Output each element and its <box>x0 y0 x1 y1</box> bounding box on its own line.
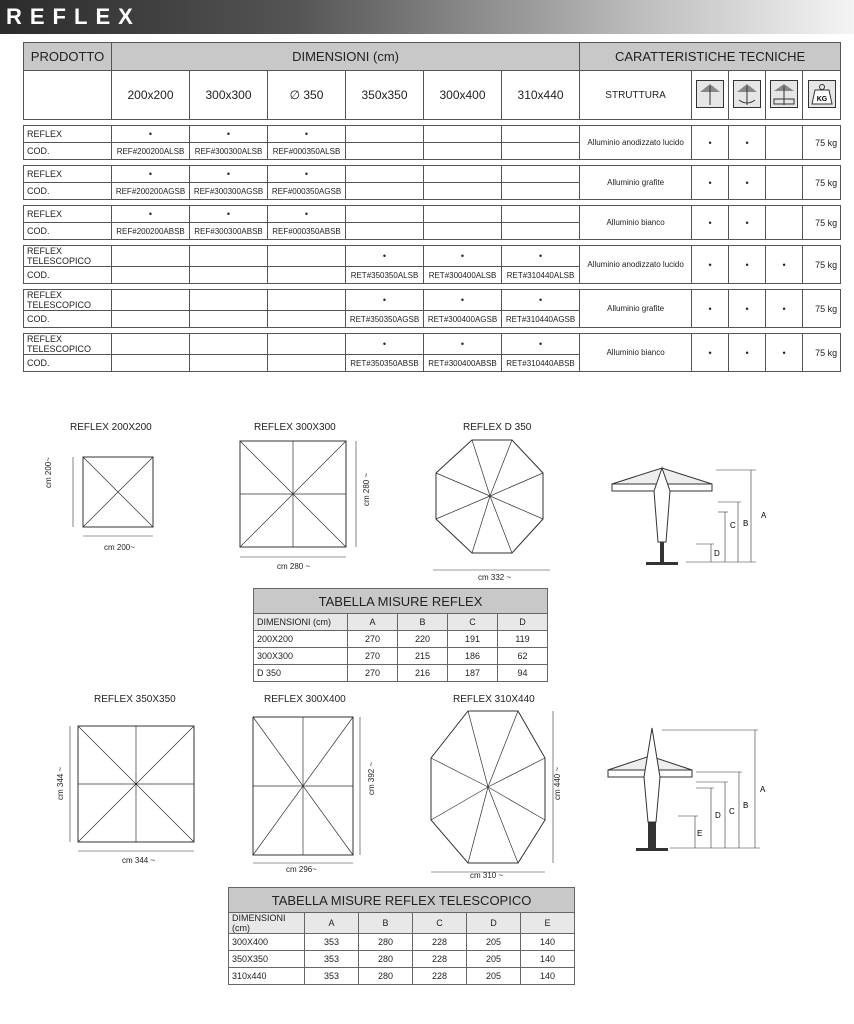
measures-cell: 353 <box>305 968 359 985</box>
availability-cell <box>502 166 580 183</box>
product-code <box>346 183 424 200</box>
measures-cell: 228 <box>413 968 467 985</box>
side-view-telescopic-diagram <box>600 726 775 856</box>
availability-cell: • <box>190 166 268 183</box>
availability-cell <box>424 206 502 223</box>
width-label: cm 200~ <box>104 543 135 552</box>
availability-cell <box>112 290 190 311</box>
product-name: REFLEX TELESCOPICO <box>24 246 112 267</box>
plan-350x350-diagram <box>62 720 202 860</box>
measures-cell: 228 <box>413 951 467 968</box>
feature-cell: • <box>766 290 803 328</box>
product-code <box>502 143 580 160</box>
product-code <box>424 223 502 240</box>
diagram-title: REFLEX D 350 <box>463 422 532 433</box>
measures-cell: 310x440 <box>229 968 305 985</box>
product-code: RET#350350ALSB <box>346 267 424 284</box>
availability-cell <box>268 334 346 355</box>
availability-cell: • <box>190 206 268 223</box>
struttura-header: STRUTTURA <box>580 71 692 120</box>
feature-cell: • <box>729 206 766 240</box>
product-code <box>268 355 346 372</box>
availability-cell: • <box>424 290 502 311</box>
letter-c: C <box>730 521 736 530</box>
kg-label: KG <box>816 95 827 103</box>
availability-cell: • <box>502 246 580 267</box>
size-header: 200x200 <box>112 71 190 120</box>
blank-cell <box>24 71 112 120</box>
measures-cell: 205 <box>467 951 521 968</box>
product-code: RET#300400ALSB <box>424 267 502 284</box>
product-code: RET#300400ABSB <box>424 355 502 372</box>
weight-icon <box>808 80 836 108</box>
feature-cell: • <box>692 126 729 160</box>
measures-row <box>254 631 548 648</box>
product-code: RET#310440AGSB <box>502 311 580 328</box>
measures-cell: 270 <box>348 631 398 648</box>
availability-cell <box>346 206 424 223</box>
product-name: REFLEX TELESCOPICO <box>24 334 112 355</box>
cod-label: COD. <box>24 223 112 240</box>
height-label: cm 280 ~ <box>362 472 371 506</box>
measures-row <box>229 951 575 968</box>
measures-head-cell: B <box>359 913 413 934</box>
product-code <box>190 355 268 372</box>
product-code: RET#310440ALSB <box>502 267 580 284</box>
product-code: REF#300300ALSB <box>190 143 268 160</box>
availability-cell: • <box>424 246 502 267</box>
measures-cell: 353 <box>305 951 359 968</box>
product-code <box>268 311 346 328</box>
measures-cell: 270 <box>348 665 398 682</box>
product-row <box>24 126 841 143</box>
measures-cell: 94 <box>498 665 548 682</box>
measures-cell: 140 <box>521 934 575 951</box>
rotate-icon-cell <box>729 71 766 120</box>
product-name: REFLEX TELESCOPICO <box>24 290 112 311</box>
material-cell: Alluminio anodizzato lucido <box>580 126 692 160</box>
product-code <box>190 267 268 284</box>
product-code <box>346 143 424 160</box>
measures-cell: 200X200 <box>254 631 348 648</box>
height-label: cm 344 ~ <box>56 766 65 800</box>
product-code: REF#300300ABSB <box>190 223 268 240</box>
measures-cell: 300X300 <box>254 648 348 665</box>
measures-head-cell: E <box>521 913 575 934</box>
letter-b: B <box>743 519 749 528</box>
measures-table-telescopico <box>228 887 575 985</box>
feature-cell: • <box>692 206 729 240</box>
product-code <box>112 355 190 372</box>
measures-title: TABELLA MISURE REFLEX <box>254 589 548 614</box>
product-row <box>24 206 841 223</box>
cod-label: COD. <box>24 183 112 200</box>
product-code: RET#350350AGSB <box>346 311 424 328</box>
measures-cell: 353 <box>305 934 359 951</box>
availability-cell: • <box>112 126 190 143</box>
product-code: REF#300300AGSB <box>190 183 268 200</box>
feature-cell: • <box>692 246 729 284</box>
spec-table <box>23 42 841 372</box>
height-label: cm 200~ <box>44 457 53 488</box>
height-icon-cell <box>766 71 803 120</box>
availability-cell <box>268 290 346 311</box>
measures-cell: 187 <box>448 665 498 682</box>
product-code <box>502 183 580 200</box>
measures-cell: 350X350 <box>229 951 305 968</box>
availability-cell <box>346 126 424 143</box>
letter-e: E <box>697 829 703 838</box>
measures-cell: 140 <box>521 951 575 968</box>
feature-cell: • <box>692 290 729 328</box>
product-code: RET#300400AGSB <box>424 311 502 328</box>
height-label: cm 392 ~ <box>367 761 376 795</box>
product-row <box>24 290 841 311</box>
availability-cell <box>502 206 580 223</box>
availability-cell: • <box>268 166 346 183</box>
tilt-umbrella-icon <box>696 80 724 108</box>
product-code: REF#200200ABSB <box>112 223 190 240</box>
availability-cell: • <box>424 334 502 355</box>
header-caratteristiche: CARATTERISTICHE TECNICHE <box>580 43 841 71</box>
availability-cell <box>424 166 502 183</box>
width-label: cm 280 ~ <box>277 562 311 571</box>
size-header: 310x440 <box>502 71 580 120</box>
diagram-title: REFLEX 310X440 <box>453 694 535 705</box>
header-prodotto: PRODOTTO <box>24 43 112 71</box>
product-code: REF#200200AGSB <box>112 183 190 200</box>
feature-cell: • <box>692 166 729 200</box>
measures-row <box>254 648 548 665</box>
material-cell: Alluminio grafite <box>580 166 692 200</box>
feature-cell: • <box>766 334 803 372</box>
material-cell: Alluminio anodizzato lucido <box>580 246 692 284</box>
measures-cell: 280 <box>359 968 413 985</box>
product-row <box>24 334 841 355</box>
availability-cell: • <box>112 206 190 223</box>
measures-cell: 140 <box>521 968 575 985</box>
cod-label: COD. <box>24 267 112 284</box>
availability-cell <box>112 334 190 355</box>
measures-head-cell: DIMENSIONI (cm) <box>254 614 348 631</box>
header-dimensioni: DIMENSIONI (cm) <box>112 43 580 71</box>
availability-cell <box>112 246 190 267</box>
feature-cell: • <box>729 126 766 160</box>
measures-cell: 62 <box>498 648 548 665</box>
measures-cell: 220 <box>398 631 448 648</box>
availability-cell: • <box>502 290 580 311</box>
measures-head-row <box>254 614 548 631</box>
letter-c: C <box>729 807 735 816</box>
diagram-title: REFLEX 300X400 <box>264 694 346 705</box>
availability-cell: • <box>190 126 268 143</box>
product-code: RET#350350ABSB <box>346 355 424 372</box>
diagram-title: REFLEX 300X300 <box>254 422 336 433</box>
letter-a: A <box>760 785 766 794</box>
plan-300x300-diagram <box>232 436 362 566</box>
measures-head-cell: B <box>398 614 448 631</box>
measures-cell: 215 <box>398 648 448 665</box>
weight-icon-cell <box>803 71 841 120</box>
measures-row <box>229 968 575 985</box>
plan-d350-diagram <box>428 435 558 575</box>
side-view-diagram <box>606 462 776 572</box>
weight-cell: 75 kg <box>803 206 841 240</box>
availability-cell: • <box>268 126 346 143</box>
width-label: cm 332 ~ <box>478 573 512 582</box>
measures-head-cell: DIMENSIONI (cm) <box>229 913 305 934</box>
measures-cell: 280 <box>359 951 413 968</box>
weight-cell: 75 kg <box>803 290 841 328</box>
size-header: 300x400 <box>424 71 502 120</box>
weight-cell: 75 kg <box>803 166 841 200</box>
page-title: REFLEX <box>6 4 141 29</box>
feature-cell: • <box>729 166 766 200</box>
product-code <box>424 143 502 160</box>
product-code <box>346 223 424 240</box>
availability-cell <box>190 246 268 267</box>
height-label: cm 440 ~ <box>553 766 562 800</box>
availability-cell <box>190 334 268 355</box>
diagram-title: REFLEX 200X200 <box>70 422 152 433</box>
measures-cell: 300X400 <box>229 934 305 951</box>
measures-head-cell: C <box>448 614 498 631</box>
measures-cell: 191 <box>448 631 498 648</box>
measures-cell: 205 <box>467 934 521 951</box>
telescopic-height-icon <box>770 80 798 108</box>
feature-cell <box>766 166 803 200</box>
availability-cell <box>424 126 502 143</box>
material-cell: Alluminio grafite <box>580 290 692 328</box>
product-code: REF#000350ABSB <box>268 223 346 240</box>
product-code: REF#000350ALSB <box>268 143 346 160</box>
weight-cell: 75 kg <box>803 334 841 372</box>
measures-cell: 205 <box>467 968 521 985</box>
letter-a: A <box>761 511 767 520</box>
availability-cell: • <box>112 166 190 183</box>
material-cell: Alluminio bianco <box>580 334 692 372</box>
availability-cell <box>268 246 346 267</box>
measures-cell: 216 <box>398 665 448 682</box>
product-row <box>24 166 841 183</box>
product-code <box>112 311 190 328</box>
availability-cell <box>346 166 424 183</box>
cod-label: COD. <box>24 355 112 372</box>
letter-b: B <box>743 801 749 810</box>
plan-300x400-diagram <box>245 710 365 870</box>
product-code: REF#000350AGSB <box>268 183 346 200</box>
measures-head-cell: A <box>305 913 359 934</box>
product-code <box>502 223 580 240</box>
availability-cell: • <box>346 290 424 311</box>
product-code <box>268 267 346 284</box>
measures-title: TABELLA MISURE REFLEX TELESCOPICO <box>229 888 575 913</box>
product-name: REFLEX <box>24 206 112 223</box>
rotate-umbrella-icon <box>733 80 761 108</box>
product-code <box>424 183 502 200</box>
measures-cell: 119 <box>498 631 548 648</box>
letter-d: D <box>714 549 720 558</box>
title-banner <box>0 0 854 34</box>
availability-cell <box>190 290 268 311</box>
width-label: cm 296~ <box>286 865 317 874</box>
width-label: cm 310 ~ <box>470 871 504 880</box>
weight-cell: 75 kg <box>803 246 841 284</box>
availability-cell: • <box>268 206 346 223</box>
availability-cell <box>502 126 580 143</box>
measures-cell: 186 <box>448 648 498 665</box>
product-row <box>24 246 841 267</box>
product-code: RET#310440ABSB <box>502 355 580 372</box>
cod-label: COD. <box>24 311 112 328</box>
measures-row <box>229 934 575 951</box>
measures-head-cell: A <box>348 614 398 631</box>
availability-cell: • <box>346 334 424 355</box>
measures-row <box>254 665 548 682</box>
diagram-title: REFLEX 350X350 <box>94 694 176 705</box>
product-code <box>190 311 268 328</box>
product-name: REFLEX <box>24 166 112 183</box>
feature-cell <box>766 206 803 240</box>
feature-cell <box>766 126 803 160</box>
size-header: 300x300 <box>190 71 268 120</box>
measures-table-reflex <box>253 588 548 682</box>
feature-cell: • <box>729 290 766 328</box>
measures-cell: 228 <box>413 934 467 951</box>
material-cell: Alluminio bianco <box>580 206 692 240</box>
measures-cell: 270 <box>348 648 398 665</box>
product-code: REF#200200ALSB <box>112 143 190 160</box>
measures-head-cell: D <box>467 913 521 934</box>
product-code <box>112 267 190 284</box>
plan-310x440-diagram <box>423 708 563 878</box>
feature-cell: • <box>729 246 766 284</box>
feature-cell: • <box>729 334 766 372</box>
measures-cell: D 350 <box>254 665 348 682</box>
tilt-icon-cell <box>692 71 729 120</box>
size-header: 350x350 <box>346 71 424 120</box>
letter-d: D <box>715 811 721 820</box>
width-label: cm 344 ~ <box>122 856 156 865</box>
measures-head-row <box>229 913 575 934</box>
feature-cell: • <box>692 334 729 372</box>
measures-cell: 280 <box>359 934 413 951</box>
measures-head-cell: C <box>413 913 467 934</box>
product-name: REFLEX <box>24 126 112 143</box>
weight-cell: 75 kg <box>803 126 841 160</box>
availability-cell: • <box>346 246 424 267</box>
cod-label: COD. <box>24 143 112 160</box>
availability-cell: • <box>502 334 580 355</box>
feature-cell: • <box>766 246 803 284</box>
size-header: ∅ 350 <box>268 71 346 120</box>
measures-head-cell: D <box>498 614 548 631</box>
